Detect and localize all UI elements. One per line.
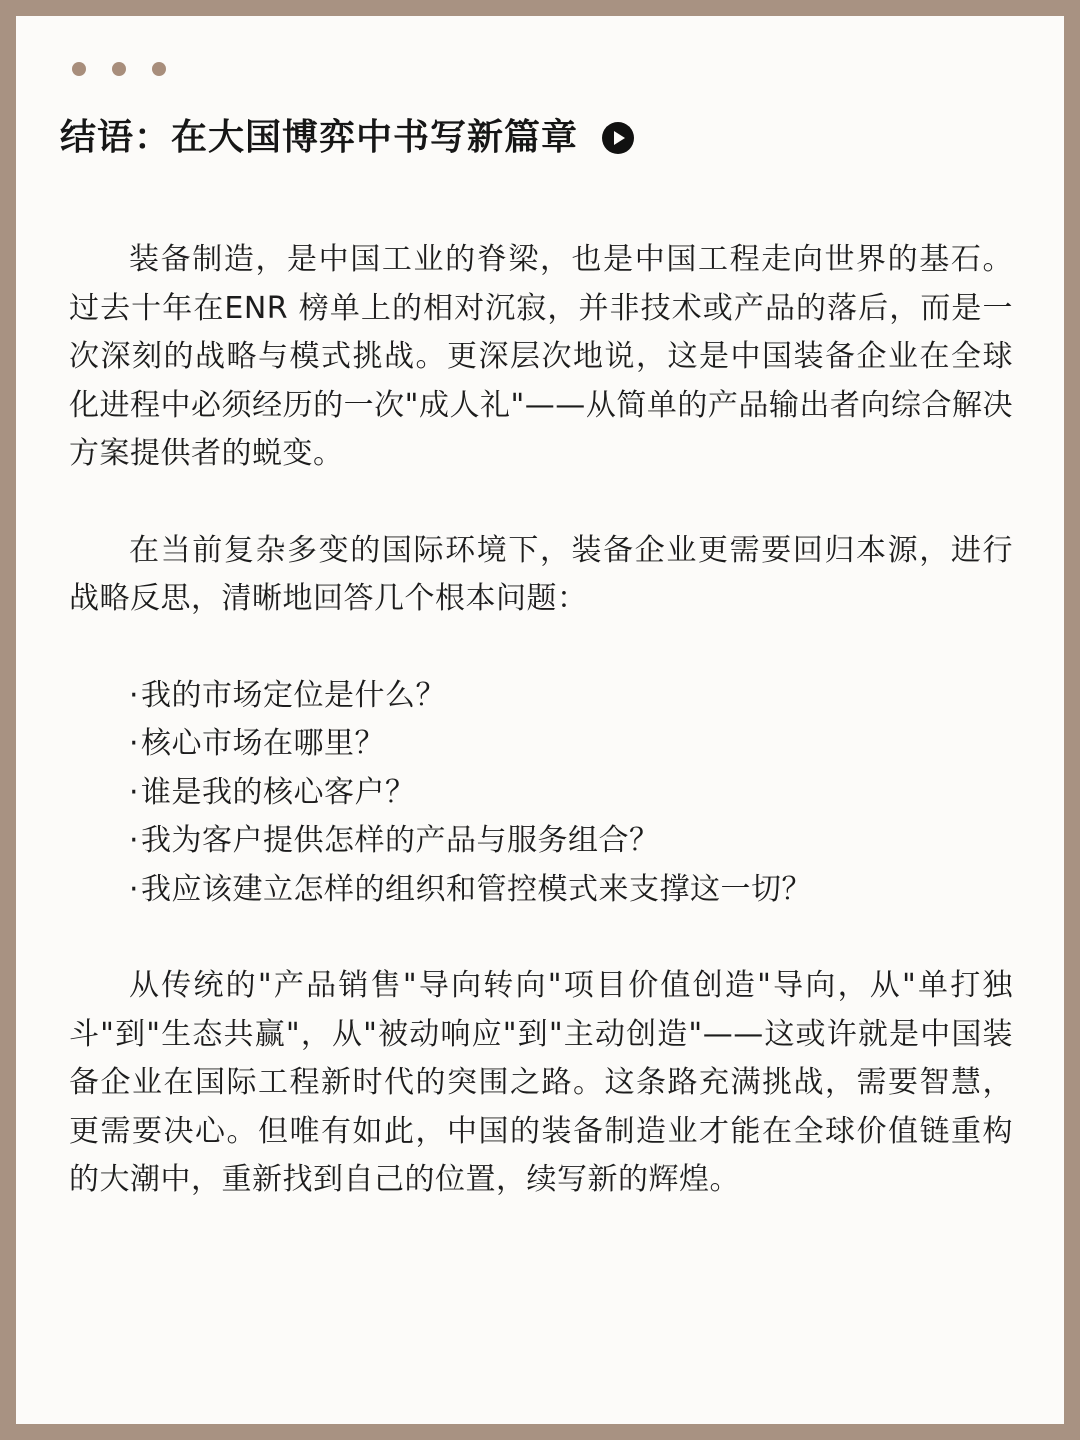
paragraph-intro: 装备制造，是中国工业的脊梁，也是中国工程走向世界的基石。过去十年在ENR 榜单上的相对沉寂，并非技术或产品的落后，而是一次深刻的战略与模式挑战。更深层次地说，这是中国装备企业在全球化进程中必须经历的一次"成人礼"——从简单的产品输出者向综合解决方案提供者的蜕变。 bbox=[69, 242, 1013, 471]
dot-icon bbox=[72, 62, 86, 76]
paragraph-questions-intro: 在当前复杂多变的国际环境下，装备企业更需要回归本源，进行战略反思，清晰地回答几个根本问题： bbox=[69, 532, 1013, 616]
page-title bbox=[60, 114, 578, 162]
list-item: · 我的市场定位是什么？ bbox=[129, 672, 1013, 721]
list-item: · 我为客户提供怎样的产品与服务组合？ bbox=[129, 817, 1013, 866]
list-item: · 谁是我的核心客户？ bbox=[129, 769, 1013, 818]
paragraph-conclusion: 从传统的"产品销售"导向转向"项目价值创造"导向，从"单打独斗"到"生态共赢"，从"被动响应"到"主动创造"——这或许就是中国装备企业在国际工程新时代的突围之路。这条路充满挑战，需要智慧，更需要决心。但唯有如此，中国的装备制造业才能在全球价值链重构的大潮中，重新找到自己的位置，续写新的辉煌。 bbox=[69, 968, 1013, 1197]
three-dots-icon bbox=[72, 62, 166, 76]
list-item: · 我应该建立怎样的组织和管控模式来支撑这一切？ bbox=[129, 866, 1013, 915]
article-card bbox=[16, 16, 1064, 1424]
play-circle-icon bbox=[602, 122, 634, 154]
dot-icon bbox=[112, 62, 126, 76]
article-body bbox=[69, 236, 1013, 1205]
title-row bbox=[60, 114, 634, 162]
page-title-text: 结语：在大国博弈中书写新篇章 bbox=[60, 117, 579, 158]
list-item: · 核心市场在哪里？ bbox=[129, 720, 1013, 769]
dot-icon bbox=[152, 62, 166, 76]
question-list bbox=[69, 672, 1013, 915]
